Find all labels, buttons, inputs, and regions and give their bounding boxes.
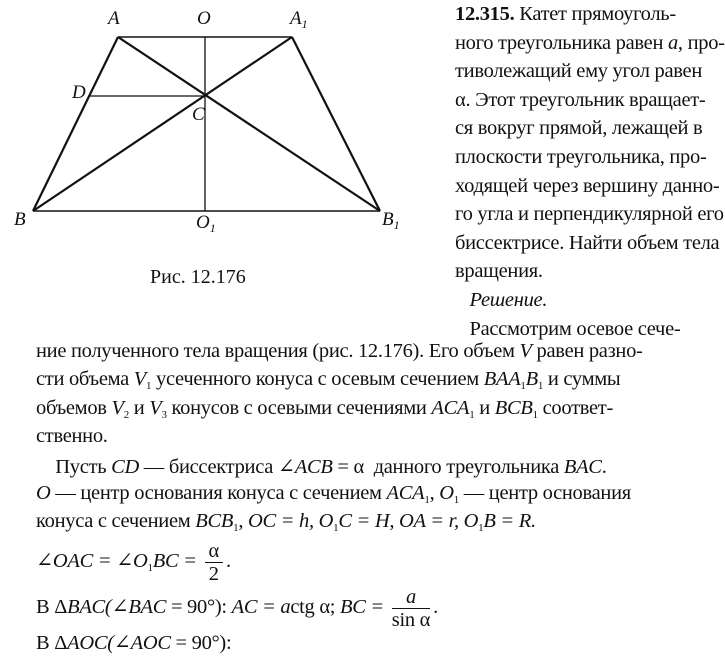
- segment-AB: [33, 37, 118, 211]
- label-A1-sub: 1: [301, 17, 308, 31]
- text-segment: 3: [161, 408, 167, 421]
- f1-left: ∠OAC = ∠O: [36, 550, 148, 573]
- label-O: O: [197, 8, 211, 29]
- text-segment: биссектрисе. Найти объем тела: [455, 231, 720, 254]
- text-segment: Решение.: [455, 289, 548, 311]
- text-segment: — биссектриса ∠: [138, 455, 295, 478]
- label-O1: [196, 212, 216, 236]
- text-segment: тиволежащий ему угол равен: [455, 60, 702, 83]
- text-line: [455, 289, 547, 312]
- f2-tri: BAC(∠BAC: [67, 596, 167, 619]
- f2-end: .: [433, 596, 438, 619]
- text-segment: O: [36, 482, 51, 504]
- text-segment: 1: [146, 380, 152, 393]
- text-segment: вращения.: [455, 260, 543, 283]
- text-segment: 1: [537, 380, 544, 393]
- f2-den: sin α: [391, 609, 431, 631]
- text-segment: O: [439, 482, 454, 504]
- text-segment: 1: [478, 522, 484, 535]
- text-segment: 1: [233, 522, 239, 535]
- trapezoid-diagram: [0, 0, 420, 300]
- f3-end: = 90°):: [170, 632, 232, 654]
- f3-tri: AOC(∠AOC: [67, 632, 171, 654]
- text-segment: CD: [111, 455, 139, 478]
- text-segment: , про-: [677, 31, 725, 54]
- text-line: [36, 425, 108, 448]
- text-segment: BCB: [195, 510, 234, 533]
- text-segment: и: [128, 396, 150, 419]
- text-segment: объемов: [36, 396, 112, 419]
- text-segment: усеченного конуса с осевым сечением: [151, 368, 484, 391]
- segment-AB1: [118, 37, 380, 211]
- label-A1-main: A: [290, 8, 302, 29]
- formula-triangle-aoc: [36, 630, 231, 655]
- label-D: D: [72, 82, 86, 103]
- label-A1: [290, 8, 308, 32]
- text-line: [36, 510, 536, 534]
- text-segment: ние полученного тела вращения (рис. 12.176). Его объем: [36, 340, 520, 362]
- f2-pre: В Δ: [36, 596, 68, 619]
- text-segment: 1: [469, 408, 475, 421]
- text-segment: конусов с осевыми сечениями: [166, 396, 432, 419]
- text-segment: V: [519, 340, 532, 362]
- f3-pre: В Δ: [36, 632, 68, 654]
- text-segment: B: [525, 368, 538, 391]
- fraction-a-over-sin: [392, 586, 430, 631]
- text-line: [455, 117, 702, 140]
- text-segment: и: [474, 396, 495, 419]
- text-segment: V: [149, 396, 162, 419]
- segment-A1B: [33, 37, 292, 211]
- text-segment: плоскости треугольника, про-: [455, 146, 707, 168]
- f2-eq: AC = a: [231, 596, 291, 619]
- text-segment: ходящей через вершину данно-: [455, 174, 720, 197]
- text-segment: сти объема: [36, 368, 134, 391]
- f2-num: a: [392, 586, 430, 609]
- text-segment: B = R.: [483, 510, 536, 533]
- text-line: [455, 3, 676, 26]
- label-B1-sub: 1: [393, 218, 400, 232]
- text-segment: ACA: [386, 482, 425, 504]
- text-segment: ACA: [431, 396, 470, 419]
- f2-mid: = 90°):: [166, 596, 232, 619]
- text-segment: OC = h, O: [247, 510, 334, 533]
- text-segment: V: [133, 368, 147, 391]
- text-segment: 1: [424, 494, 430, 506]
- text-line: [455, 175, 719, 198]
- label-A: A: [108, 8, 120, 29]
- text-segment: BAC: [563, 455, 602, 478]
- f2-ctg: ctg α;: [290, 596, 340, 619]
- text-segment: — центр основания конуса с сечением: [50, 482, 387, 504]
- f1-num: α: [205, 540, 223, 563]
- text-line: [455, 203, 724, 226]
- text-segment: и суммы: [543, 368, 621, 391]
- text-segment: BAA: [483, 368, 521, 391]
- text-line: [36, 368, 620, 392]
- text-line: [455, 318, 680, 341]
- figure-caption: Рис. 12.176: [150, 266, 246, 288]
- label-O1-sub: 1: [209, 221, 216, 235]
- text-segment: Рассмотрим осевое сече-: [455, 317, 681, 340]
- f1-den: 2: [208, 563, 219, 585]
- text-line: [36, 454, 607, 479]
- label-O1-main: O: [196, 212, 210, 233]
- text-segment: ,: [238, 510, 248, 533]
- text-segment: BCB: [494, 396, 533, 419]
- text-segment: равен разно-: [531, 340, 643, 362]
- text-segment: ACB: [294, 455, 333, 478]
- text-line: [455, 146, 706, 169]
- text-segment: ного треугольника равен: [455, 31, 668, 54]
- text-segment: — центр основания: [458, 482, 631, 504]
- text-line: [455, 232, 719, 255]
- text-segment: α. Этот треугольник вращает-: [455, 88, 706, 111]
- segment-A1B1: [292, 37, 380, 211]
- text-segment: 1: [453, 494, 459, 506]
- label-B1-main: B: [382, 209, 394, 230]
- text-segment: соответ-: [537, 396, 613, 419]
- text-segment: a: [667, 31, 678, 54]
- text-segment: ся вокруг прямой, лежащей в: [455, 117, 703, 140]
- f2-bc: BC =: [339, 596, 389, 619]
- f1-sub: 1: [147, 562, 153, 575]
- text-line: [455, 60, 702, 83]
- text-line: [455, 89, 705, 112]
- text-segment: V: [111, 396, 124, 419]
- text-segment: ,: [429, 482, 440, 504]
- text-line: [455, 32, 725, 55]
- text-segment: 12.315.: [455, 3, 515, 25]
- figure-12-176: [0, 0, 420, 300]
- text-segment: ственно.: [36, 425, 108, 448]
- text-segment: .: [601, 455, 607, 478]
- fraction-alpha-over-2: [205, 540, 223, 585]
- text-line: [36, 340, 643, 363]
- text-segment: 2: [123, 408, 129, 421]
- formula-triangle-bac: [36, 586, 438, 631]
- text-segment: = α данного треугольника: [332, 455, 564, 478]
- f1-end: .: [225, 550, 231, 573]
- text-segment: Катет прямоуголь-: [514, 3, 676, 25]
- text-segment: 1: [532, 408, 538, 421]
- text-line: [36, 482, 631, 506]
- label-C: C: [192, 104, 205, 125]
- text-segment: Пусть: [36, 455, 112, 478]
- text-segment: 1: [520, 380, 526, 393]
- text-segment: конуса с сечением: [36, 510, 196, 533]
- text-segment: го угла и перпендикулярной его: [455, 203, 724, 226]
- label-B: B: [14, 209, 26, 230]
- text-segment: 1: [333, 522, 339, 535]
- label-B1: [382, 209, 400, 233]
- text-segment: C = H, OA = r, O: [338, 510, 479, 533]
- text-line: [36, 397, 613, 421]
- formula-angles: [36, 540, 231, 585]
- text-line: [455, 260, 543, 283]
- f1-mid: BC =: [152, 550, 202, 573]
